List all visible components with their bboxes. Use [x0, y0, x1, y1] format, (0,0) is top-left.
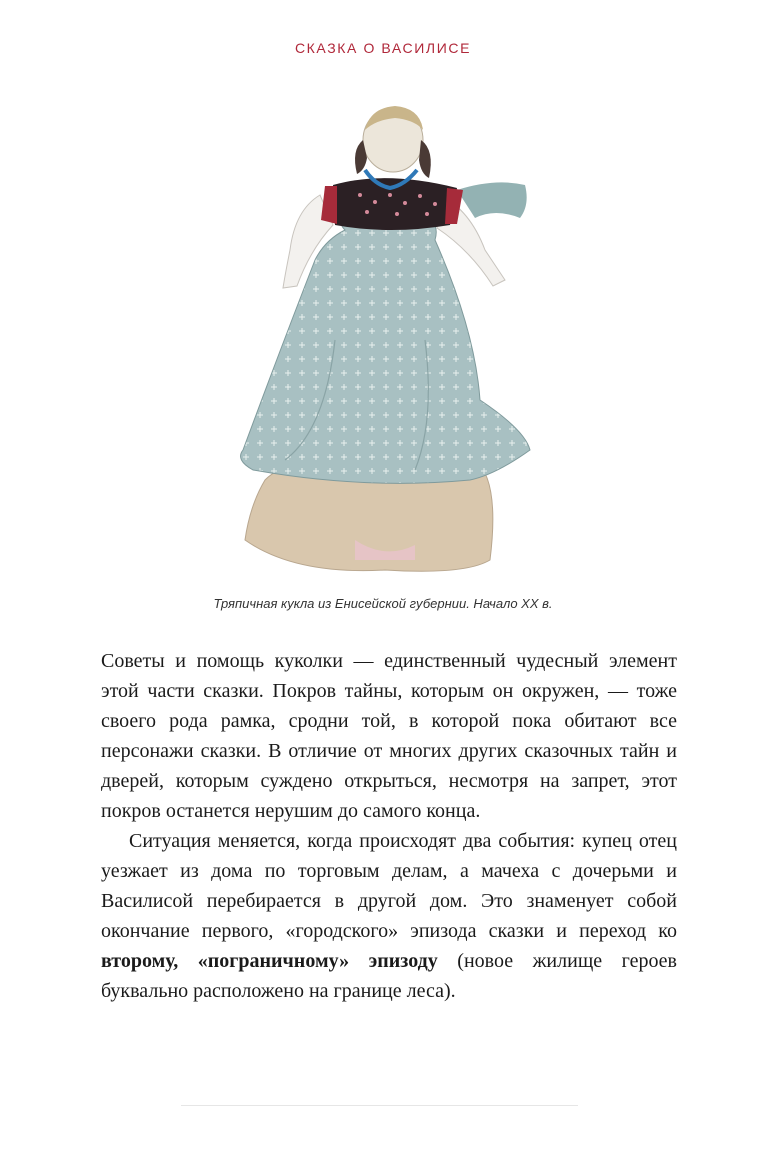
rag-doll-photo — [225, 100, 545, 580]
figure-caption: Тряпичная кукла из Енисейской губернии. Начало XX в. — [213, 596, 553, 611]
paragraph-2-text-start: Ситуация меняется, когда происходят два события: купец отец уезжает из дома по торговым делам, а мачеха с дочерьми и Василисой перебирается в другой дом. Это знаменует собой окончание первого, «городского» эпизода сказки и переход ко — [101, 830, 677, 942]
paragraph-2-bold-phrase: второму, «пограничному» эпизоду — [101, 950, 438, 972]
body-text — [101, 646, 677, 1006]
running-title: СКАЗКА О ВАСИЛИСЕ — [294, 40, 472, 56]
paragraph-2-text-end: (новое жилище героев буквально расположено на границе леса). — [101, 950, 678, 1002]
footer-divider — [181, 1105, 578, 1106]
paragraph-2 — [101, 826, 677, 1006]
paragraph-1: Советы и помощь куколки — единственный чудесный элемент этой части сказки. Покров тайны, которым он окружен, — тоже своего рода рамка, сродни той, в которой пока обитают все персонажи сказки. В отличие от многих других сказочных тайн и дверей, которым суждено открыться, несмотря на запрет, этот покров останется нерушим до самого конца. — [101, 650, 677, 822]
